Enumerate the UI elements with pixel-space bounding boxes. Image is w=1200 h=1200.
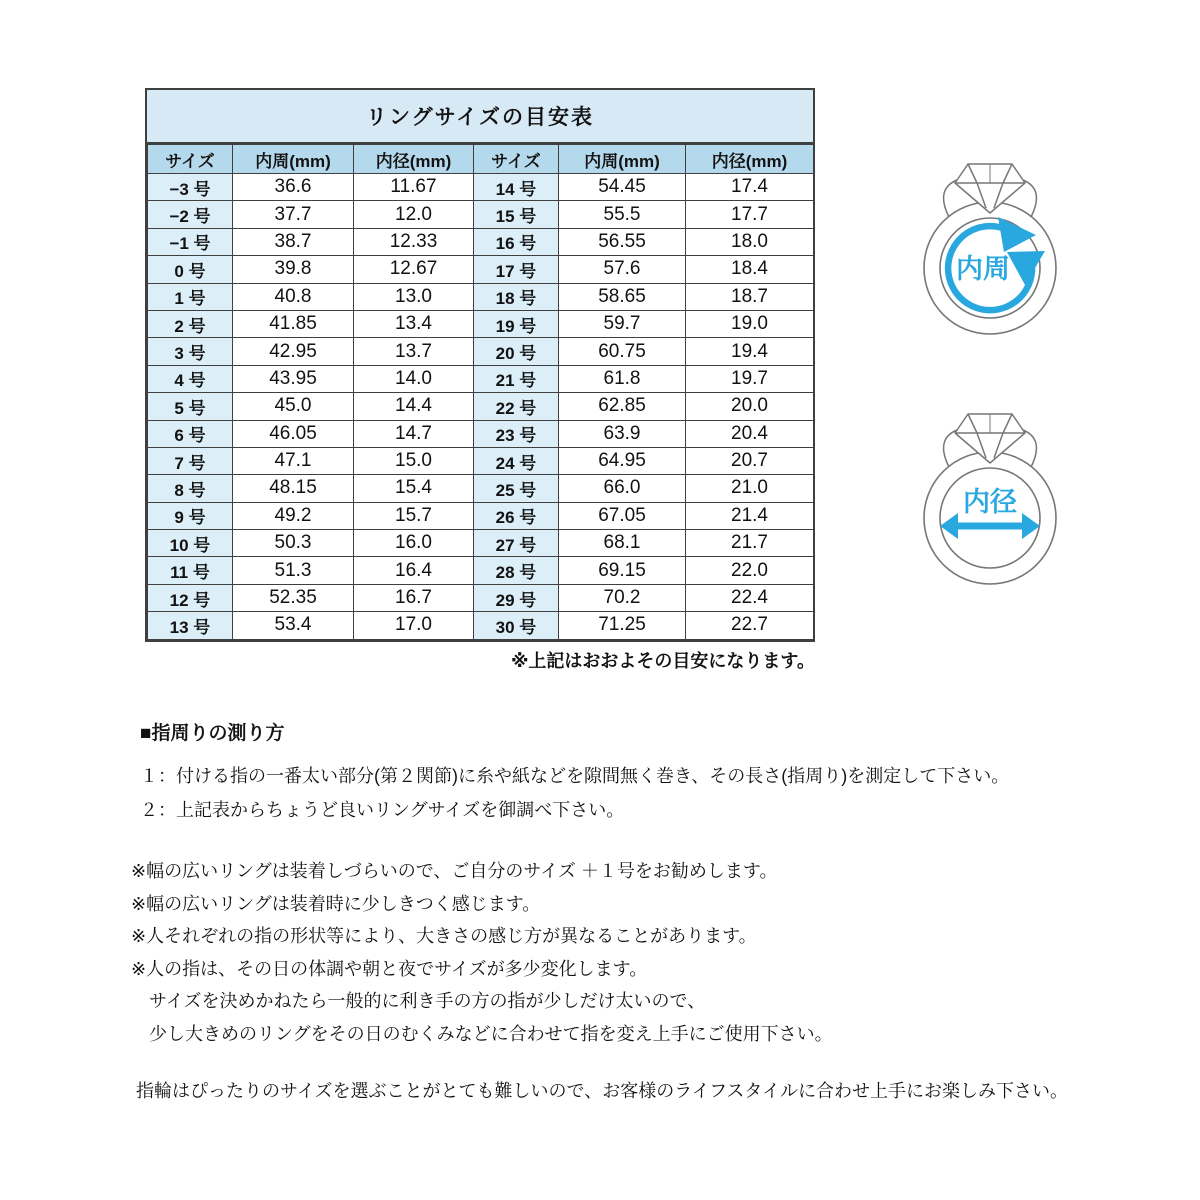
- size-cell: −1 号: [148, 228, 233, 255]
- diameter-cell: 20.7: [686, 447, 814, 474]
- inner-diameter-label: 内径: [963, 487, 1017, 517]
- diameter-cell: 16.4: [354, 557, 474, 584]
- diameter-cell: 19.4: [686, 338, 814, 365]
- circumference-cell: 40.8: [233, 283, 354, 310]
- size-cell: 3 号: [148, 338, 233, 365]
- size-cell: 24 号: [474, 447, 559, 474]
- table-row: [148, 228, 814, 255]
- diameter-cell: 17.4: [686, 174, 814, 201]
- note-line: ※人の指は、その日の体調や朝と夜でサイズが多少変化します。: [131, 958, 648, 979]
- size-cell: 25 号: [474, 475, 559, 502]
- diameter-cell: 11.67: [354, 174, 474, 201]
- size-cell: 29 号: [474, 584, 559, 611]
- table-title: リングサイズの目安表: [147, 90, 813, 144]
- size-cell: 13 号: [148, 612, 233, 639]
- circumference-cell: 54.45: [559, 174, 686, 201]
- notes-section: [131, 855, 1111, 1050]
- circumference-cell: 51.3: [233, 557, 354, 584]
- circumference-cell: 61.8: [559, 365, 686, 392]
- diameter-cell: 18.4: [686, 256, 814, 283]
- size-cell: 6 号: [148, 420, 233, 447]
- size-cell: 19 号: [474, 310, 559, 337]
- size-cell: 2 号: [148, 310, 233, 337]
- table-row: [148, 201, 814, 228]
- diameter-cell: 13.0: [354, 283, 474, 310]
- circumference-cell: 56.55: [559, 228, 686, 255]
- table-row: [148, 283, 814, 310]
- diameter-cell: 12.0: [354, 201, 474, 228]
- circumference-cell: 60.75: [559, 338, 686, 365]
- diameter-cell: 22.0: [686, 557, 814, 584]
- diameter-cell: 21.0: [686, 475, 814, 502]
- col-header-size-right: サイズ: [474, 145, 559, 174]
- circumference-cell: 42.95: [233, 338, 354, 365]
- table-row: [148, 393, 814, 420]
- diameter-cell: 14.0: [354, 365, 474, 392]
- howto-heading: ■指周りの測り方: [140, 723, 285, 744]
- circumference-cell: 39.8: [233, 256, 354, 283]
- circumference-cell: 58.65: [559, 283, 686, 310]
- inner-circumference-diagram: [895, 155, 1075, 375]
- size-cell: 4 号: [148, 365, 233, 392]
- diamond-icon: [944, 414, 1037, 467]
- circumference-cell: 41.85: [233, 310, 354, 337]
- diameter-cell: 14.4: [354, 393, 474, 420]
- size-cell: −3 号: [148, 174, 233, 201]
- diameter-cell: 18.0: [686, 228, 814, 255]
- diameter-cell: 15.0: [354, 447, 474, 474]
- table-note: ※上記はおおよその目安になります。: [510, 651, 815, 671]
- note-line: ※幅の広いリングは装着時に少しきつく感じます。: [131, 893, 541, 914]
- howto-step-2: ２：上記表からちょうど良いリングサイズを御調べ下さい。: [140, 800, 625, 820]
- note-line: ※幅の広いリングは装着しづらいので、ご自分のサイズ ＋１号をお勧めします。: [131, 861, 778, 881]
- size-cell: 1 号: [148, 283, 233, 310]
- size-cell: 17 号: [474, 256, 559, 283]
- size-cell: 22 号: [474, 393, 559, 420]
- size-cell: 14 号: [474, 174, 559, 201]
- size-cell: 27 号: [474, 530, 559, 557]
- howto-section: [140, 718, 1100, 827]
- diameter-cell: 20.4: [686, 420, 814, 447]
- table-row: [148, 502, 814, 529]
- circumference-cell: 45.0: [233, 393, 354, 420]
- diameter-cell: 21.4: [686, 502, 814, 529]
- table-row: [148, 420, 814, 447]
- circumference-cell: 66.0: [559, 475, 686, 502]
- diameter-cell: 13.4: [354, 310, 474, 337]
- table-row: [148, 256, 814, 283]
- circumference-cell: 49.2: [233, 502, 354, 529]
- diameter-cell: 12.33: [354, 228, 474, 255]
- size-cell: 30 号: [474, 612, 559, 639]
- table-row: [148, 447, 814, 474]
- note-line: サイズを決めかねたら一般的に利き手の方の指が少しだけ太いので、: [131, 991, 706, 1011]
- table-row: [148, 174, 814, 201]
- col-header-size-left: サイズ: [148, 145, 233, 174]
- diameter-cell: 12.67: [354, 256, 474, 283]
- note-line: ※人それぞれの指の形状等により、大きさの感じ方が異なることがあります。: [131, 926, 757, 946]
- table-row: [148, 557, 814, 584]
- circumference-cell: 46.05: [233, 420, 354, 447]
- circumference-cell: 69.15: [559, 557, 686, 584]
- circumference-cell: 38.7: [233, 228, 354, 255]
- circumference-cell: 71.25: [559, 612, 686, 639]
- circumference-cell: 63.9: [559, 420, 686, 447]
- circumference-cell: 53.4: [233, 612, 354, 639]
- size-cell: 18 号: [474, 283, 559, 310]
- diameter-cell: 15.4: [354, 475, 474, 502]
- diameter-cell: 14.7: [354, 420, 474, 447]
- circumference-cell: 48.15: [233, 475, 354, 502]
- size-cell: 16 号: [474, 228, 559, 255]
- circumference-cell: 59.7: [559, 310, 686, 337]
- diameter-cell: 19.7: [686, 365, 814, 392]
- circumference-cell: 52.35: [233, 584, 354, 611]
- diameter-cell: 17.0: [354, 612, 474, 639]
- diameter-cell: 16.0: [354, 530, 474, 557]
- ring-size-table-grid: [147, 144, 814, 640]
- circumference-cell: 43.95: [233, 365, 354, 392]
- col-header-diameter-left: 内径(mm): [354, 145, 474, 174]
- table-row: [148, 310, 814, 337]
- size-cell: 5 号: [148, 393, 233, 420]
- size-cell: 23 号: [474, 420, 559, 447]
- diameter-cell: 13.7: [354, 338, 474, 365]
- table-header-row: [148, 145, 814, 174]
- circumference-cell: 37.7: [233, 201, 354, 228]
- circumference-cell: 62.85: [559, 393, 686, 420]
- inner-circumference-label: 内周: [956, 254, 1010, 284]
- circumference-cell: 50.3: [233, 530, 354, 557]
- inner-diameter-diagram: [895, 405, 1075, 625]
- size-cell: −2 号: [148, 201, 233, 228]
- size-cell: 9 号: [148, 502, 233, 529]
- diameter-cell: 19.0: [686, 310, 814, 337]
- ring-size-table-body: [148, 174, 814, 640]
- table-row: [148, 338, 814, 365]
- size-cell: 10 号: [148, 530, 233, 557]
- diameter-cell: 16.7: [354, 584, 474, 611]
- note-line: 少し大きめのリングをその日のむくみなどに合わせて指を変え上手にご使用下さい。: [131, 1023, 833, 1044]
- diameter-cell: 20.0: [686, 393, 814, 420]
- size-cell: 11 号: [148, 557, 233, 584]
- circumference-cell: 55.5: [559, 201, 686, 228]
- size-cell: 0 号: [148, 256, 233, 283]
- footer-note: 指輪はぴったりのサイズを選ぶことがとても難しいので、お客様のライフスタイルに合わせ上手にお楽しみ下さい。: [136, 1081, 1069, 1101]
- size-cell: 21 号: [474, 365, 559, 392]
- size-cell: 20 号: [474, 338, 559, 365]
- col-header-diameter-right: 内径(mm): [686, 145, 814, 174]
- col-header-circumference-left: 内周(mm): [233, 145, 354, 174]
- size-cell: 7 号: [148, 447, 233, 474]
- howto-step-1: １：付ける指の一番太い部分(第２関節)に糸や紙などを隙間無く巻き、その長さ(指周り)を測定して下さい。: [140, 766, 1010, 786]
- diamond-icon: [944, 164, 1037, 217]
- table-row: [148, 365, 814, 392]
- table-row: [148, 475, 814, 502]
- size-cell: 28 号: [474, 557, 559, 584]
- size-cell: 8 号: [148, 475, 233, 502]
- diameter-cell: 17.7: [686, 201, 814, 228]
- circumference-cell: 70.2: [559, 584, 686, 611]
- size-cell: 26 号: [474, 502, 559, 529]
- diameter-cell: 22.7: [686, 612, 814, 639]
- circumference-cell: 57.6: [559, 256, 686, 283]
- diameter-cell: 22.4: [686, 584, 814, 611]
- diameter-cell: 15.7: [354, 502, 474, 529]
- ring-size-table: [145, 88, 815, 642]
- table-row: [148, 584, 814, 611]
- diameter-cell: 21.7: [686, 530, 814, 557]
- circumference-cell: 47.1: [233, 447, 354, 474]
- col-header-circumference-right: 内周(mm): [559, 145, 686, 174]
- table-row: [148, 530, 814, 557]
- circumference-cell: 36.6: [233, 174, 354, 201]
- table-row: [148, 612, 814, 639]
- size-cell: 15 号: [474, 201, 559, 228]
- circumference-cell: 67.05: [559, 502, 686, 529]
- circumference-cell: 68.1: [559, 530, 686, 557]
- diameter-cell: 18.7: [686, 283, 814, 310]
- circumference-cell: 64.95: [559, 447, 686, 474]
- size-cell: 12 号: [148, 584, 233, 611]
